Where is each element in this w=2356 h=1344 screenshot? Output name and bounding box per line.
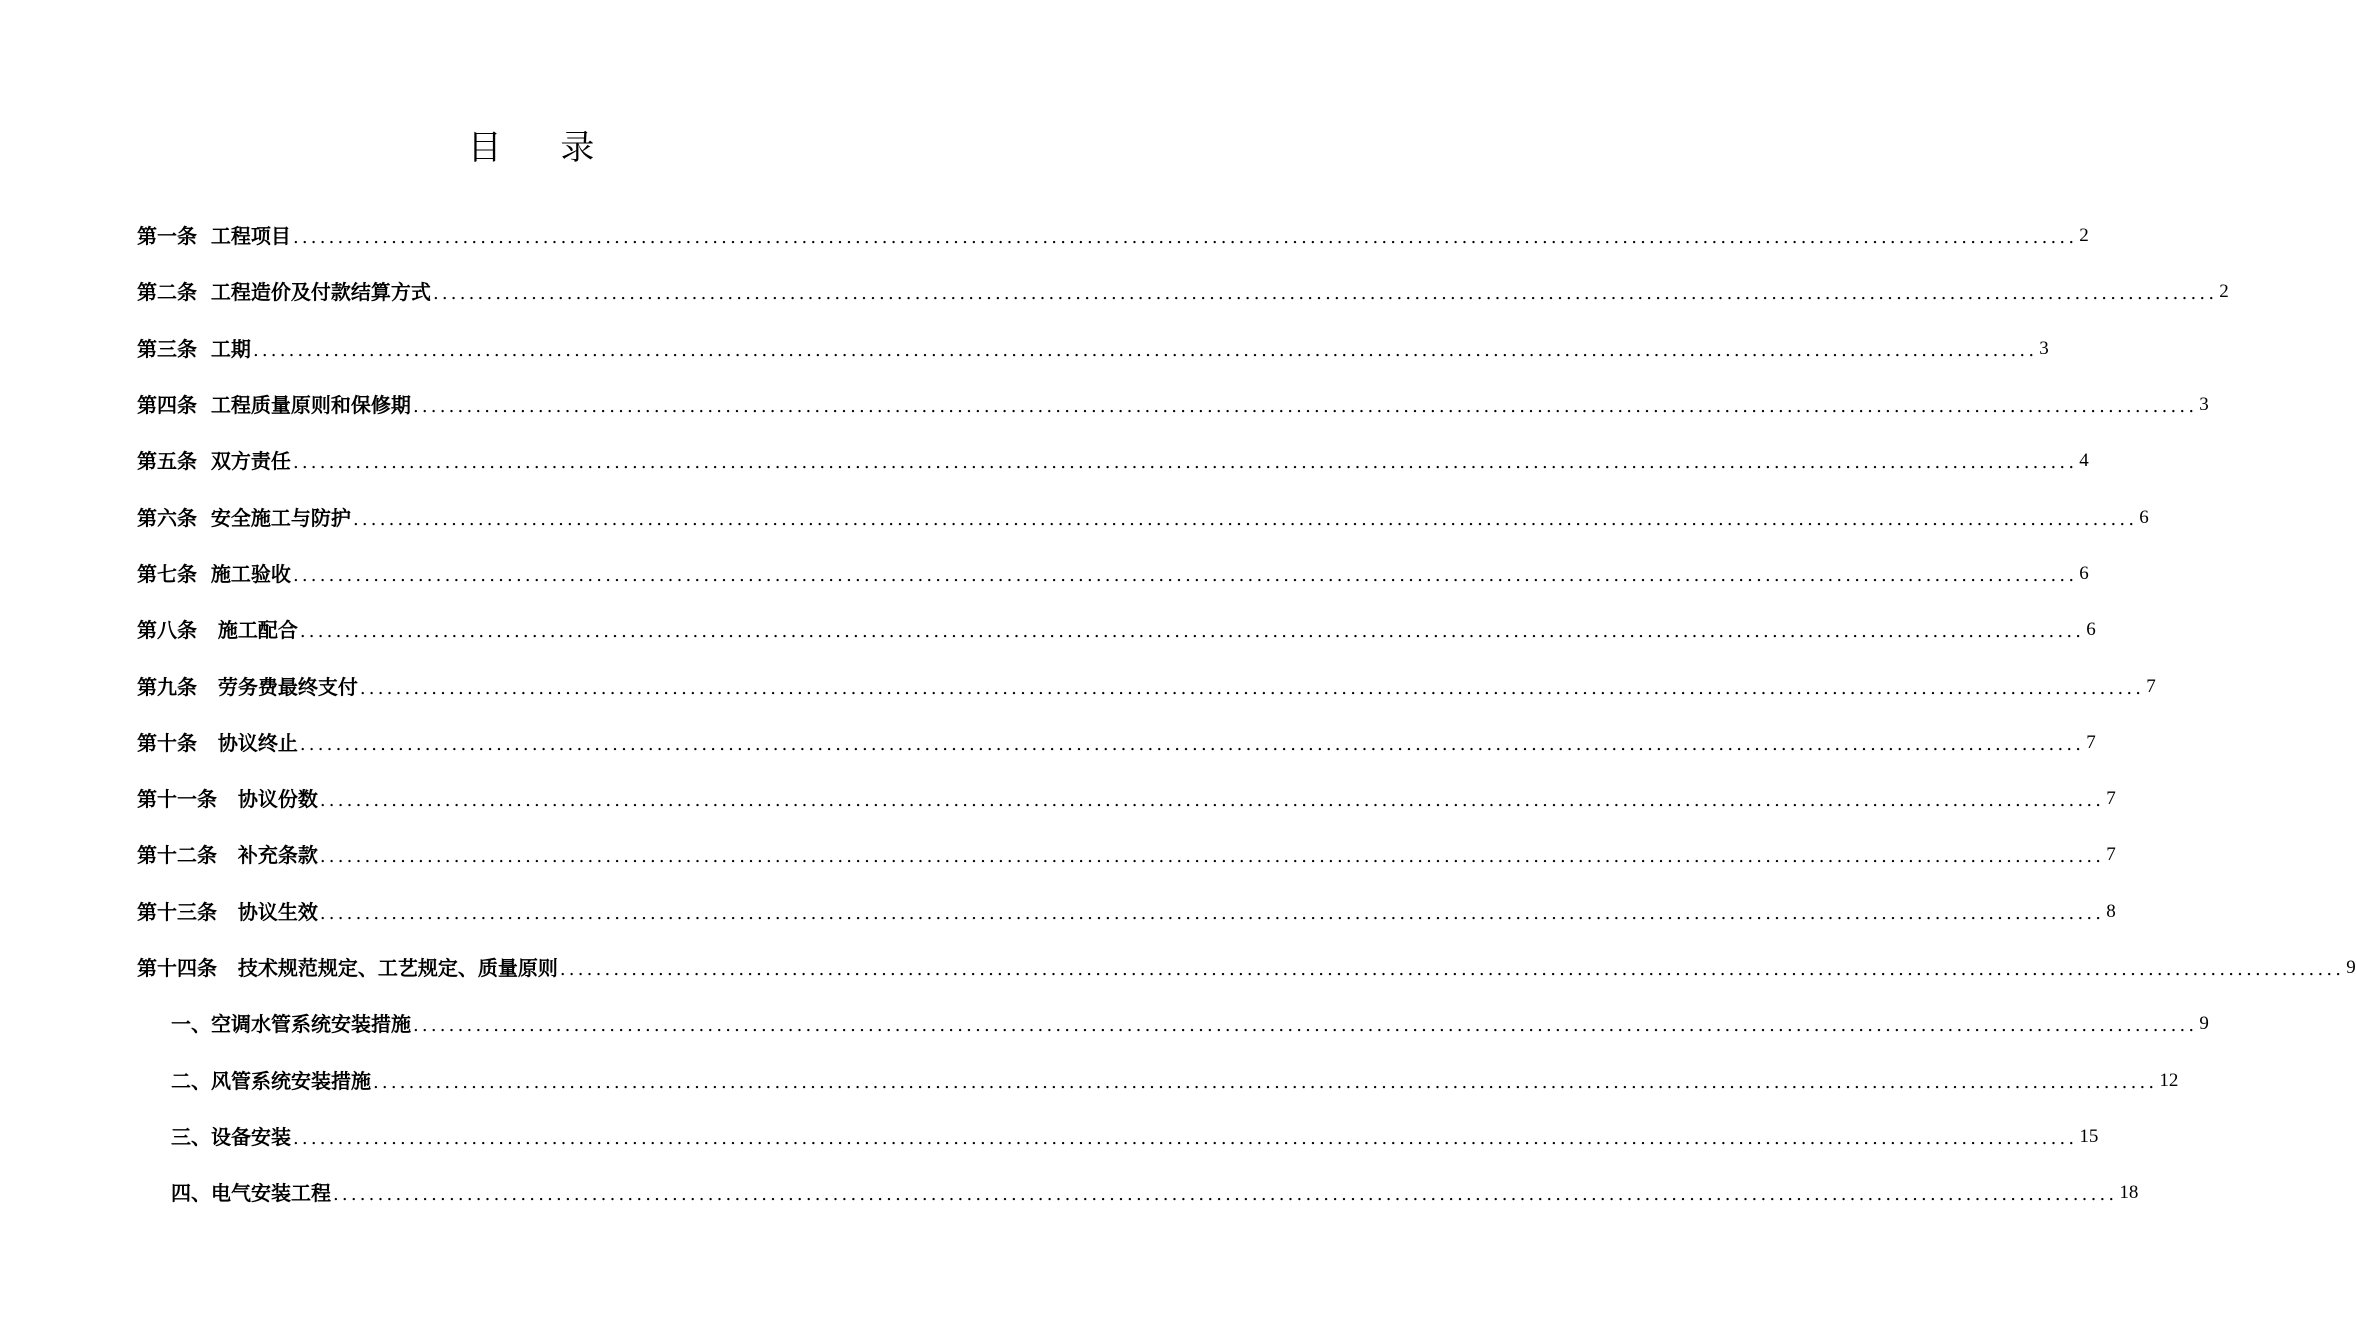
toc-entry-page: 6 — [2086, 619, 2096, 641]
toc-entry-page: 9 — [2199, 1013, 2209, 1035]
toc-entry-label: 第二条 工程造价及付款结算方式 — [137, 280, 431, 305]
toc-entry-page: 7 — [2086, 731, 2096, 753]
toc-leader-dots: ........................................................................................................................................................................................................ — [292, 564, 2078, 586]
toc-entry[interactable] — [137, 658, 2156, 714]
toc-leader-dots: ........................................................................................................................................................................................................ — [293, 1127, 2078, 1149]
toc-entry[interactable] — [137, 433, 2089, 489]
toc-entry[interactable] — [137, 208, 2089, 264]
toc-leader-dots: ........................................................................................................................................................................................................ — [359, 677, 2145, 699]
toc-entry-label: 第十三条 协议生效 — [137, 899, 318, 924]
toc-subentry[interactable] — [137, 1165, 2139, 1221]
toc-entry-page: 3 — [2039, 337, 2049, 359]
toc-entry-label: 第十条 协议终止 — [137, 730, 298, 755]
toc-entry[interactable] — [137, 321, 2049, 377]
toc-entry[interactable] — [137, 771, 2116, 827]
toc-entry-page: 2 — [2079, 225, 2089, 247]
toc-entry-page: 8 — [2106, 900, 2116, 922]
toc-leader-dots: ........................................................................................................................................................................................................ — [292, 452, 2078, 474]
toc-entry[interactable] — [137, 940, 2356, 996]
toc-entry-label: 三、设备安装 — [171, 1124, 291, 1149]
toc-entry-page: 2 — [2219, 281, 2229, 303]
toc-entry[interactable] — [137, 546, 2089, 602]
toc-entry-label: 四、电气安装工程 — [171, 1181, 331, 1206]
toc-entry-label: 第九条 劳务费最终支付 — [137, 674, 358, 699]
table-of-contents — [137, 208, 2356, 1221]
toc-leader-dots: ........................................................................................................................................................................................................ — [319, 902, 2105, 924]
toc-entry[interactable] — [137, 602, 2096, 658]
toc-entry-label: 第六条 安全施工与防护 — [137, 505, 351, 530]
toc-leader-dots: ........................................................................................................................................................................................................ — [319, 846, 2105, 868]
toc-leader-dots: ........................................................................................................................................................................................................ — [413, 1015, 2198, 1037]
toc-entry[interactable] — [137, 827, 2116, 883]
toc-entry-label: 二、风管系统安装措施 — [171, 1068, 371, 1093]
toc-entry-page: 6 — [2079, 562, 2089, 584]
toc-leader-dots: ........................................................................................................................................................................................................ — [432, 283, 2218, 305]
toc-entry-label: 第八条 施工配合 — [137, 618, 298, 643]
toc-entry-page: 7 — [2106, 844, 2116, 866]
toc-leader-dots: ........................................................................................................................................................................................................ — [333, 1184, 2118, 1206]
toc-entry-label: 第十二条 补充条款 — [137, 843, 318, 868]
toc-leader-dots: ........................................................................................................................................................................................................ — [292, 227, 2078, 249]
toc-entry-label: 第四条 工程质量原则和保修期 — [137, 393, 411, 418]
toc-entry-label: 第三条 工期 — [137, 336, 251, 361]
toc-entry-label: 第十一条 协议份数 — [137, 787, 318, 812]
toc-entry-label: 第五条 双方责任 — [137, 449, 291, 474]
toc-leader-dots: ........................................................................................................................................................................................................ — [352, 508, 2138, 530]
toc-leader-dots: ........................................................................................................................................................................................................ — [299, 621, 2085, 643]
toc-entry-page: 18 — [2119, 1182, 2139, 1204]
toc-leader-dots: ........................................................................................................................................................................................................ — [412, 396, 2198, 418]
toc-leader-dots: ........................................................................................................................................................................................................ — [373, 1071, 2158, 1093]
toc-leader-dots: ........................................................................................................................................................................................................ — [319, 790, 2105, 812]
toc-entry[interactable] — [137, 715, 2096, 771]
page-title: 目 录 — [467, 128, 619, 168]
toc-entry-page: 9 — [2346, 957, 2356, 978]
toc-entry-label: 第七条 施工验收 — [137, 561, 291, 586]
toc-entry-label: 第一条 工程项目 — [137, 224, 291, 249]
toc-entry-label: 第十四条 技术规范规定、工艺规定、质量原则 — [137, 956, 558, 980]
toc-entry-page: 7 — [2106, 788, 2116, 810]
toc-entry[interactable] — [137, 377, 2209, 433]
toc-entry-label: 一、空调水管系统安装措施 — [171, 1012, 411, 1037]
toc-entry-page: 15 — [2079, 1125, 2099, 1147]
toc-entry-page: 7 — [2146, 675, 2156, 697]
toc-subentry[interactable] — [137, 1052, 2179, 1108]
toc-entry[interactable] — [137, 264, 2229, 320]
toc-entry-page: 3 — [2199, 394, 2209, 416]
toc-subentry[interactable] — [137, 1109, 2099, 1165]
toc-entry-page: 6 — [2139, 506, 2149, 528]
toc-leader-dots: ........................................................................................................................................................................................................ — [252, 339, 2038, 361]
toc-entry[interactable] — [137, 884, 2116, 940]
toc-entry[interactable] — [137, 489, 2149, 545]
toc-subentry[interactable] — [137, 996, 2209, 1052]
toc-leader-dots: ........................................................................................................................................................................................................ — [559, 959, 2345, 980]
toc-entry-page: 4 — [2079, 450, 2089, 472]
toc-leader-dots: ........................................................................................................................................................................................................ — [299, 733, 2085, 755]
toc-entry-page: 12 — [2159, 1069, 2179, 1091]
